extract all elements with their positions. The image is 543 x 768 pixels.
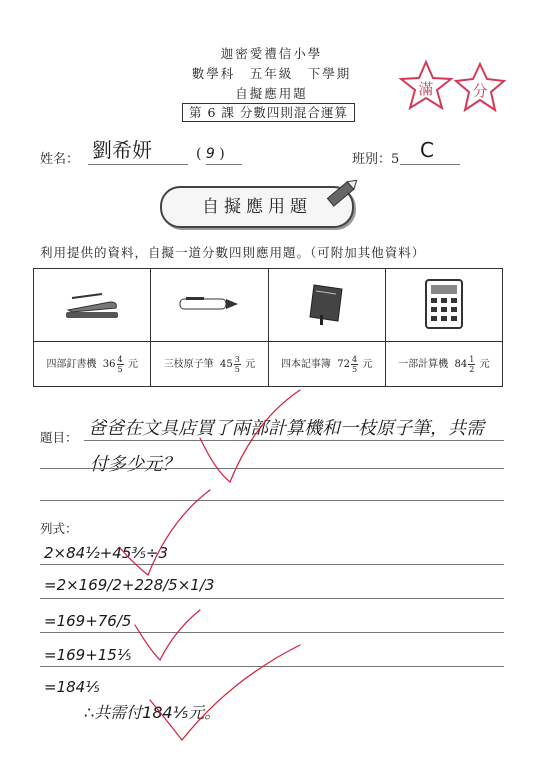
question-line-1: 爸爸在文具店買了兩部計算機和一枝原子筆，共需 <box>88 418 484 439</box>
price-unit: 元 <box>479 358 490 370</box>
price-fraction: $\frac{3}{5}$ <box>234 354 240 374</box>
item-label: 四本記事簿 <box>280 358 331 370</box>
working-line-3: =169+76/5 <box>44 612 132 630</box>
working-line-2: =2×169/2+228/5×1/3 <box>44 576 215 594</box>
instruction-text: 利用提供的資料，自擬一道分數四則應用題。（可附加其他資料） <box>40 245 426 260</box>
svg-text:滿: 滿 <box>418 80 434 98</box>
worksheet-title: 自擬應用題 <box>235 86 308 101</box>
price-unit: 元 <box>245 358 256 370</box>
question-label: 題目： <box>40 430 78 445</box>
item-picture-cell <box>385 269 502 342</box>
price-unit: 元 <box>127 358 138 370</box>
item-caption <box>268 342 385 387</box>
class-value: C <box>420 138 434 162</box>
price-fraction: $\frac{4}{5}$ <box>117 354 123 374</box>
name-label: 姓名： <box>40 152 80 167</box>
price-unit: 元 <box>362 358 373 370</box>
price-whole: 72 <box>337 358 351 370</box>
items-table <box>33 268 503 387</box>
item-caption <box>151 342 268 387</box>
price-whole: 45 <box>220 358 233 370</box>
pen-icon <box>174 289 244 319</box>
number-value: 9 <box>205 146 215 162</box>
student-number: ( 9 ) <box>196 146 225 162</box>
student-name: 劉希妍 <box>92 138 152 162</box>
lesson-title: 第 6 課 分數四則混合運算 <box>182 103 355 122</box>
banner-title: 自擬應用題 <box>160 186 354 228</box>
item-picture-cell <box>34 269 151 342</box>
working-line-1: 2×84½+45⅗÷3 <box>44 544 169 562</box>
question-line-2: 付多少元？ <box>90 454 180 475</box>
star-stamp-icon <box>398 58 510 118</box>
item-label: 一部計算機 <box>398 358 449 370</box>
svg-text:分: 分 <box>472 82 488 100</box>
class-label: 班別：5 <box>352 152 400 167</box>
item-caption <box>385 342 502 387</box>
item-caption <box>34 342 151 387</box>
working-label: 列式： <box>40 521 78 536</box>
notebook-icon <box>302 279 352 329</box>
item-picture-cell <box>151 269 268 342</box>
lesson-box <box>182 102 355 121</box>
subject-line: 數學科 五年級 下學期 <box>191 66 352 81</box>
price-whole: 36 <box>102 358 116 370</box>
school-name: 迦密愛禮信小學 <box>220 46 323 61</box>
pencil-icon <box>322 174 362 214</box>
price-whole: 84 <box>454 358 468 370</box>
calculator-icon <box>422 278 466 330</box>
working-line-5: =184⅕ <box>44 678 100 696</box>
working-line-4: =169+15⅕ <box>44 646 132 664</box>
price-fraction: $\frac{4}{5}$ <box>352 354 358 374</box>
answer-statement: ∴共需付184⅕元。 <box>84 703 221 722</box>
item-label: 三枝原子筆 <box>163 358 214 370</box>
price-fraction: $\frac{1}{2}$ <box>469 354 475 374</box>
stapler-icon <box>62 284 122 324</box>
item-label: 四部釘書機 <box>46 358 97 370</box>
item-picture-cell <box>268 269 385 342</box>
